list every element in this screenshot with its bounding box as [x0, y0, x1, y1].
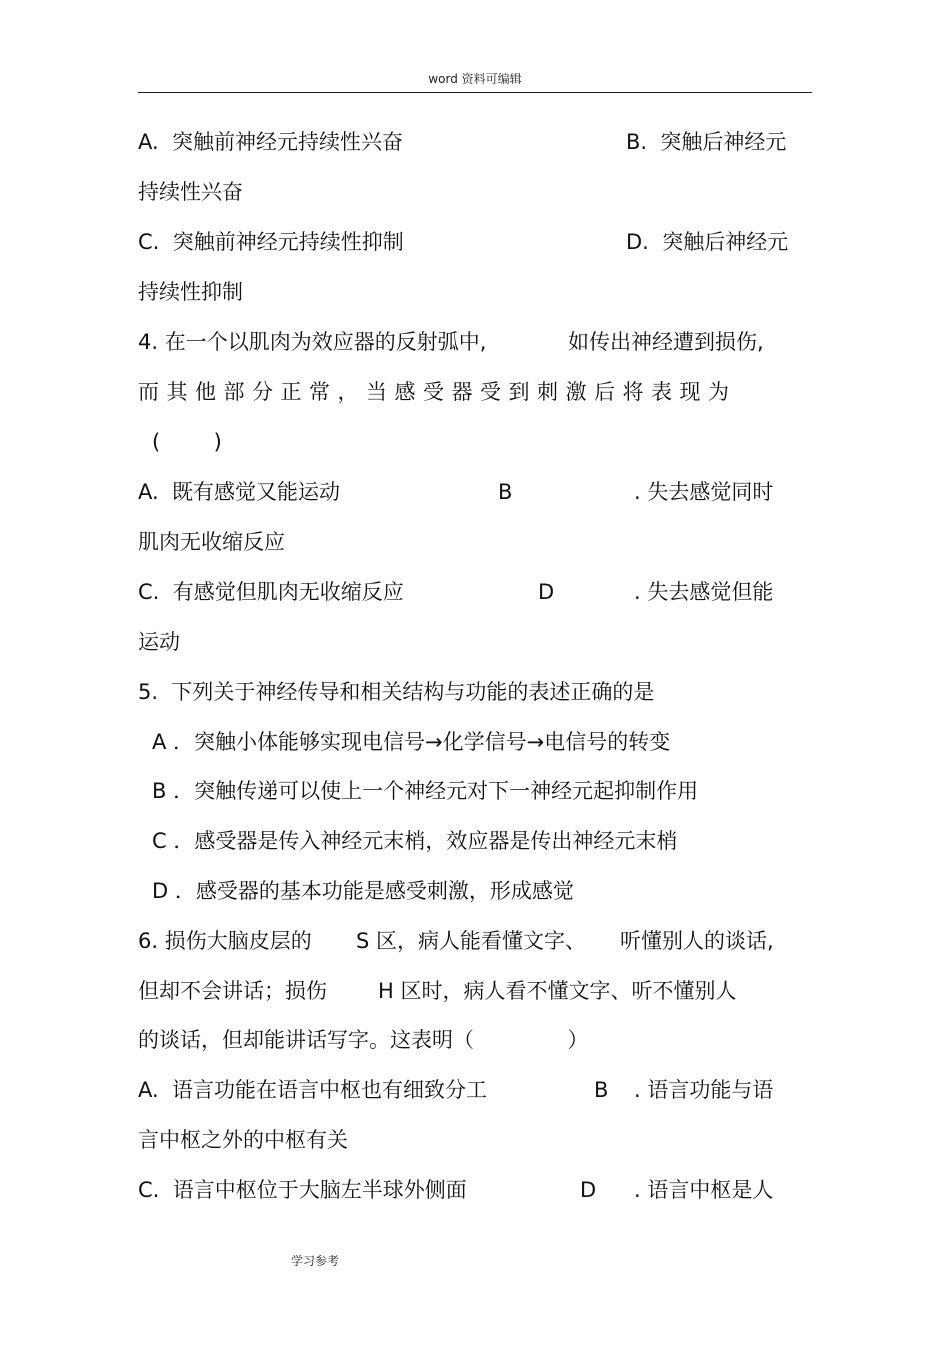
- q5-option-b: B ．突触传递可以使上一个神经元对下一神经元起抑制作用: [152, 779, 699, 803]
- q3-option-d: D. 突触后神经元: [626, 230, 789, 254]
- q4-stem-line1a: 4. 在一个以肌肉为效应器的反射弧中,: [138, 330, 487, 354]
- q5-option-a: A ．突触小体能够实现电信号→化学信号→电信号的转变: [152, 730, 671, 754]
- q4-option-b-text: . 失去感觉同时: [634, 480, 774, 504]
- q4-option-a: A. 既有感觉又能运动: [138, 480, 341, 504]
- q3-option-b: B. 突触后神经元: [626, 130, 787, 154]
- q6-stem-line1c: 听懂别人的谈话,: [620, 929, 774, 953]
- q4-stem-line2: 而其他部分正常，当感受器受到刺激后将表现为: [138, 380, 737, 404]
- q4-option-d-continued: 运动: [138, 630, 180, 654]
- q6-option-c: C. 语言中枢位于大脑左半球外侧面: [138, 1178, 467, 1202]
- header-rule: [138, 92, 812, 93]
- q4-option-b-letter: B: [498, 480, 513, 504]
- q4-answer-blank: ( ): [152, 430, 222, 454]
- q4-stem-line1b: 如传出神经遭到损伤,: [568, 330, 764, 354]
- q5-option-d: D ．感受器的基本功能是感受刺激，形成感觉: [152, 879, 574, 903]
- q3-option-d-continued: 持续性抑制: [138, 280, 243, 304]
- q6-stem-line1a: 6. 损伤大脑皮层的: [138, 929, 312, 953]
- q6-option-b-continued: 言中枢之外的中枢有关: [138, 1128, 348, 1152]
- q4-option-d-text: . 失去感觉但能: [634, 580, 774, 604]
- page-header: word 资料可编辑: [428, 72, 522, 86]
- q3-option-b-continued: 持续性兴奋: [138, 180, 243, 204]
- page-footer: 学习参考: [291, 1254, 340, 1268]
- q6-stem-line3: 的谈话，但却能讲话写字。这表明（ ）: [138, 1028, 589, 1052]
- q6-option-b-letter: B: [594, 1078, 609, 1102]
- q6-option-a: A. 语言功能在语言中枢也有细致分工: [138, 1078, 488, 1102]
- q3-option-a: A. 突触前神经元持续性兴奋: [138, 130, 404, 154]
- q6-option-b-text: . 语言功能与语: [634, 1078, 774, 1102]
- q3-option-c: C. 突触前神经元持续性抑制: [138, 230, 404, 254]
- q4-option-c: C. 有感觉但肌肉无收缩反应: [138, 580, 404, 604]
- q6-option-d-text: . 语言中枢是人: [634, 1178, 774, 1202]
- q4-option-b-continued: 肌肉无收缩反应: [138, 530, 285, 554]
- q6-stem-line2a: 但却不会讲话；损伤: [138, 979, 327, 1003]
- q5-option-c: C ．感受器是传入神经元末梢，效应器是传出神经元末梢: [152, 829, 678, 853]
- q4-option-d-letter: D: [538, 580, 555, 604]
- q5-stem: 5. 下列关于神经传导和相关结构与功能的表述正确的是: [138, 680, 655, 704]
- q6-option-d-letter: D: [580, 1178, 597, 1202]
- q6-stem-line1b: S 区，病人能看懂文字、: [356, 929, 587, 953]
- q6-stem-line2b: H 区时，病人看不懂文字、听不懂别人: [378, 979, 737, 1003]
